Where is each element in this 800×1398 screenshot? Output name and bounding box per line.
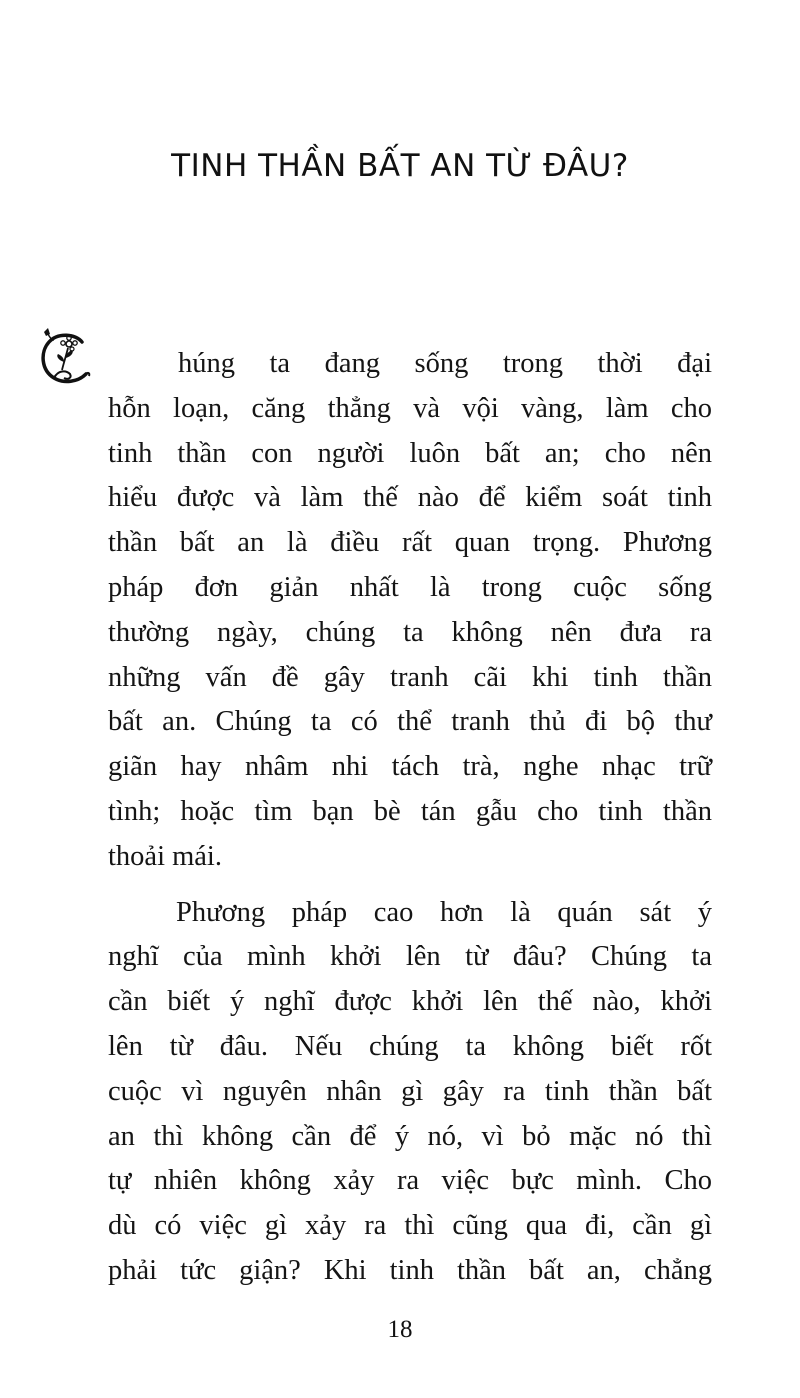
- paragraph-1-line-1: [108, 342, 712, 387]
- paragraph-1-line-3: tinh thần con người luôn bất an; cho nên: [108, 437, 712, 469]
- paragraph-1-line-6: pháp đơn giản nhất là trong cuộc sống: [108, 571, 712, 603]
- paragraph-2: [108, 891, 712, 1294]
- paragraph-2-line-1: Phương pháp cao hơn là quán sát ý: [176, 896, 712, 928]
- paragraph-2-line-7: tự nhiên không xảy ra việc bực mình. Cho: [108, 1165, 712, 1197]
- chapter-title: TINH THẦN BẤT AN TỪ ĐÂU?: [171, 148, 629, 184]
- paragraph-1-line-10: giãn hay nhâm nhi tách trà, nghe nhạc trữ: [108, 751, 712, 783]
- paragraph-1-line-7: thường ngày, chúng ta không nên đưa ra: [108, 616, 712, 648]
- paragraph-1: [108, 342, 712, 880]
- paragraph-2-line-4: lên từ đâu. Nếu chúng ta không biết rốt: [108, 1030, 712, 1062]
- body-text: [108, 342, 712, 1294]
- paragraph-1-line-1-text: húng ta đang sống trong thời đại: [178, 348, 712, 379]
- paragraph-2-line-3: cần biết ý nghĩ được khởi lên thế nào, khởi: [108, 986, 712, 1018]
- paragraph-2-line-6: an thì không cần để ý nó, vì bỏ mặc nó thì: [108, 1120, 712, 1152]
- paragraph-1-line-9: bất an. Chúng ta có thể tranh thủ đi bộ thư: [108, 706, 712, 738]
- paragraph-1-line-11: tình; hoặc tìm bạn bè tán gẫu cho tinh thần: [108, 795, 712, 827]
- paragraph-1-line-4: hiểu được và làm thế nào để kiểm soát tinh: [108, 482, 712, 514]
- ornamental-dropcap-c-icon: [36, 326, 96, 386]
- paragraph-1-line-2: hỗn loạn, căng thẳng và vội vàng, làm cho: [108, 392, 712, 424]
- paragraph-1-line-12: thoải mái.: [108, 840, 222, 872]
- paragraph-2-line-5: cuộc vì nguyên nhân gì gây ra tinh thần bất: [108, 1075, 712, 1107]
- paragraph-2-line-9: phải tức giận? Khi tinh thần bất an, chẳng: [108, 1254, 712, 1286]
- page-number: 18: [387, 1316, 413, 1343]
- paragraph-1-line-8: những vấn đề gây tranh cãi khi tinh thần: [108, 661, 712, 693]
- paragraph-2-line-8: dù có việc gì xảy ra thì cũng qua đi, cần gì: [108, 1210, 712, 1242]
- paragraph-1-line-5: thần bất an là điều rất quan trọng. Phương: [108, 527, 712, 559]
- paragraph-2-line-2: nghĩ của mình khởi lên từ đâu? Chúng ta: [108, 941, 712, 973]
